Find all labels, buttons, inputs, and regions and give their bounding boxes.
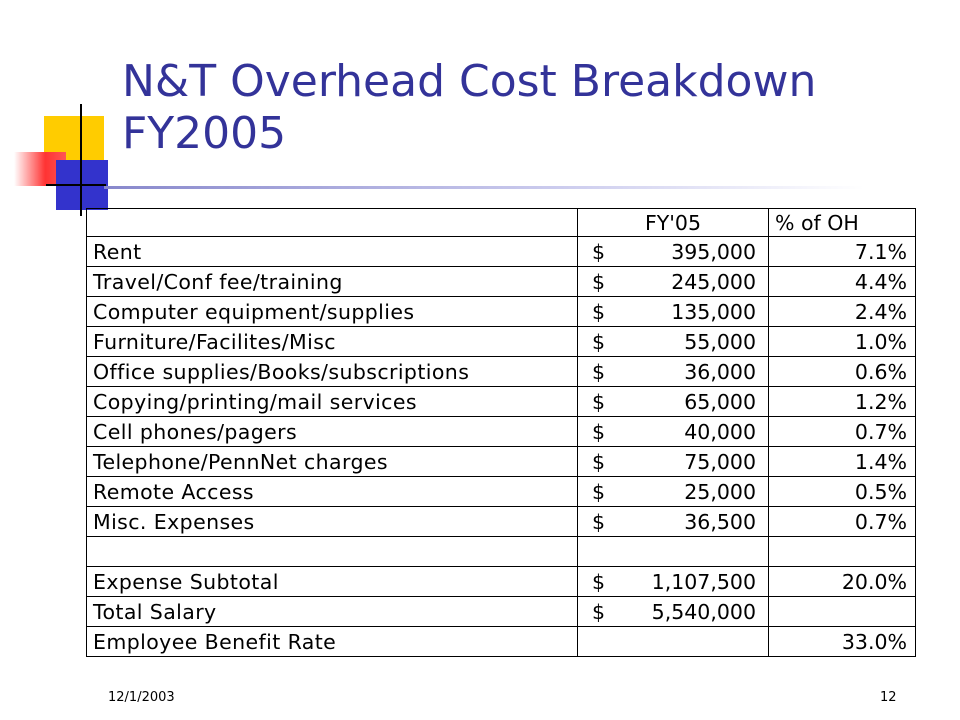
row-label-cell: Cell phones/pagers: [87, 417, 578, 447]
decor-horizontal-line: [46, 184, 106, 186]
table-header-row: [87, 209, 916, 237]
amount-value: 135,000: [671, 300, 756, 324]
currency-symbol: $: [592, 510, 606, 534]
row-label-cell: Office supplies/Books/subscriptions: [87, 357, 578, 387]
header-label-cell: [87, 209, 578, 237]
table-row: [87, 267, 916, 297]
table-row: [87, 507, 916, 537]
amount-value: 395,000: [671, 240, 756, 264]
row-pct-cell: [769, 597, 916, 627]
row-label-cell: Rent: [87, 237, 578, 267]
amount-value: 40,000: [684, 420, 756, 444]
row-amount-cell: [578, 507, 769, 537]
row-label-cell: Telephone/PennNet charges: [87, 447, 578, 477]
currency-symbol: $: [592, 330, 606, 354]
amount-value: 5,540,000: [651, 600, 756, 624]
amount-value: 75,000: [684, 450, 756, 474]
row-pct-cell: 1.0%: [769, 327, 916, 357]
slide-title-line2: FY2005: [122, 108, 287, 159]
row-label-cell: Expense Subtotal: [87, 567, 578, 597]
slide-title: [122, 56, 922, 160]
currency-symbol: $: [592, 420, 606, 444]
row-amount-cell: [578, 327, 769, 357]
decor-vertical-line: [80, 104, 82, 216]
currency-symbol: $: [592, 600, 606, 624]
table-row: [87, 327, 916, 357]
row-label-cell: Employee Benefit Rate: [87, 627, 578, 657]
page-number: 12: [880, 690, 897, 705]
row-pct-cell: 0.6%: [769, 357, 916, 387]
header-pct-cell: % of OH: [769, 209, 916, 237]
row-amount-cell: [578, 387, 769, 417]
row-amount-cell: [578, 267, 769, 297]
row-pct-cell: 2.4%: [769, 297, 916, 327]
row-pct-cell: 7.1%: [769, 237, 916, 267]
row-pct-cell: 0.7%: [769, 507, 916, 537]
amount-value: 1,107,500: [651, 570, 756, 594]
amount-value: 36,000: [684, 360, 756, 384]
row-pct-cell: [769, 537, 916, 567]
row-label-cell: Computer equipment/supplies: [87, 297, 578, 327]
row-label-cell: Copying/printing/mail services: [87, 387, 578, 417]
row-amount-cell: [578, 297, 769, 327]
row-pct-cell: 4.4%: [769, 267, 916, 297]
table-row: [87, 387, 916, 417]
table-row: [87, 297, 916, 327]
amount-value: 25,000: [684, 480, 756, 504]
currency-symbol: $: [592, 480, 606, 504]
table-row: [87, 567, 916, 597]
row-label-cell: Misc. Expenses: [87, 507, 578, 537]
amount-value: 245,000: [671, 270, 756, 294]
table-row: [87, 417, 916, 447]
row-label-cell: Total Salary: [87, 597, 578, 627]
row-pct-cell: 1.2%: [769, 387, 916, 417]
table-row: [87, 537, 916, 567]
amount-value: 36,500: [684, 510, 756, 534]
table-row: [87, 237, 916, 267]
table-row: [87, 357, 916, 387]
header-fy-cell: FY'05: [578, 209, 769, 237]
table-row: [87, 627, 916, 657]
row-pct-cell: 0.5%: [769, 477, 916, 507]
row-pct-cell: 1.4%: [769, 447, 916, 477]
row-label-cell: Remote Access: [87, 477, 578, 507]
row-amount-cell: [578, 447, 769, 477]
row-label-cell: Travel/Conf fee/training: [87, 267, 578, 297]
footer-date: 12/1/2003: [108, 690, 175, 705]
row-pct-cell: 0.7%: [769, 417, 916, 447]
currency-symbol: $: [592, 300, 606, 324]
row-pct-cell: 33.0%: [769, 627, 916, 657]
slide-title-line1: N&T Overhead Cost Breakdown: [122, 56, 817, 107]
currency-symbol: $: [592, 450, 606, 474]
currency-symbol: $: [592, 360, 606, 384]
row-label-cell: Furniture/Facilites/Misc: [87, 327, 578, 357]
overhead-cost-table: [86, 208, 916, 657]
row-pct-cell: 20.0%: [769, 567, 916, 597]
table-row: [87, 597, 916, 627]
row-amount-cell: [578, 567, 769, 597]
amount-value: 55,000: [684, 330, 756, 354]
currency-symbol: $: [592, 240, 606, 264]
row-amount-cell: [578, 537, 769, 567]
row-amount-cell: [578, 597, 769, 627]
row-amount-cell: [578, 627, 769, 657]
currency-symbol: $: [592, 270, 606, 294]
row-amount-cell: [578, 417, 769, 447]
title-underline: [104, 186, 864, 189]
row-amount-cell: [578, 237, 769, 267]
row-amount-cell: [578, 477, 769, 507]
amount-value: 65,000: [684, 390, 756, 414]
currency-symbol: $: [592, 390, 606, 414]
table-row: [87, 477, 916, 507]
row-amount-cell: [578, 357, 769, 387]
currency-symbol: $: [592, 570, 606, 594]
table-row: [87, 447, 916, 477]
row-label-cell: [87, 537, 578, 567]
